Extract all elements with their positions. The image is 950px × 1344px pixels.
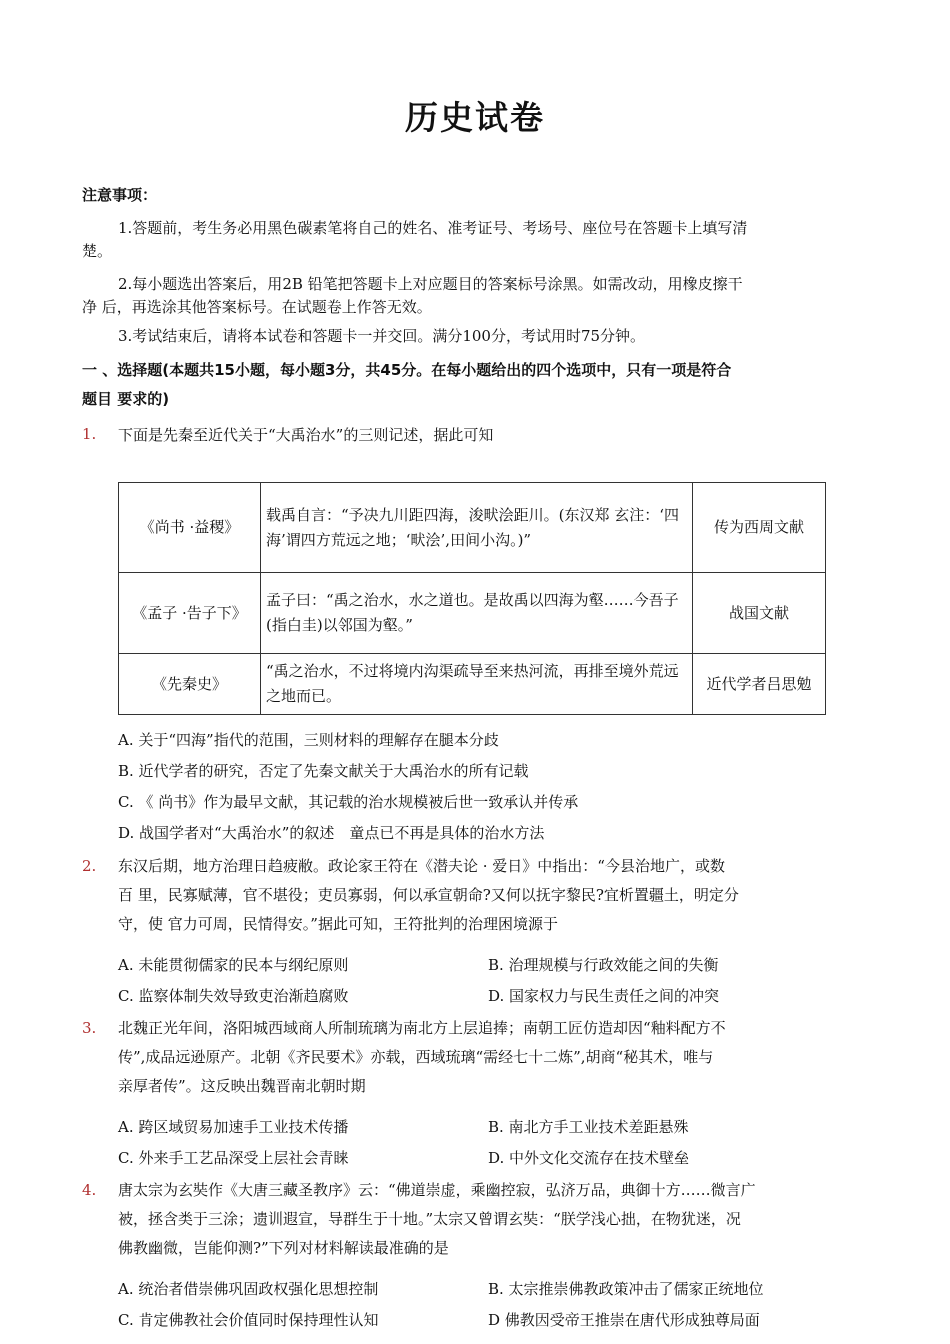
question-number: 3. [82, 1019, 97, 1037]
table-row [119, 654, 826, 715]
option-a: A. 未能贯彻儒家的民本与纲纪原则 [118, 956, 349, 974]
table-cell-text: 载禹自言：“予决九川距四海，浚畎浍距川。(东汉郑 玄注：‘四海’谓四方荒远之地；‘畎浍’,田间小沟。)” [261, 483, 693, 573]
table-cell-text: 孟子曰：“禹之治水，水之道也。是故禹以四海为壑……今吾子(指白圭)以邻国为壑。” [261, 573, 693, 654]
section-heading [82, 356, 862, 414]
option-c: C. 《 尚书》作为最早文献，其记载的治水规模被后世一致承认并传承 [118, 793, 579, 811]
option-b: B. 南北方手工业技术差距悬殊 [488, 1118, 689, 1136]
table-row [119, 483, 826, 573]
question-text [118, 1176, 756, 1263]
option-b: B. 太宗推崇佛教政策冲击了儒家正统地位 [488, 1280, 764, 1298]
option-a: A. 统治者借崇佛巩固政权强化思想控制 [118, 1280, 379, 1298]
option-b: B. 治理规模与行政效能之间的失衡 [488, 956, 719, 974]
option-d: D 佛教因受帝王推崇在唐代形成独尊局面 [488, 1311, 760, 1329]
notice-item-1: 1.答题前，考生务必用黑色碳素笔将自己的姓名、准考证号、考场号、座位号在答题卡上填写清 [118, 219, 748, 237]
question-text-line: 守，使 官力可周，民情得安。”据此可知，王符批判的治理困境源于 [118, 915, 558, 933]
option-d: D. 战国学者对“大禹治水”的叙述 童点已不再是具体的治水方法 [118, 824, 545, 842]
option-a: A. 跨区域贸易加速手工业技术传播 [118, 1118, 349, 1136]
source-table [118, 482, 826, 715]
question-text-line: 北魏正光年间，洛阳城西域商人所制琉璃为南北方上层追捧；南朝工匠仿造却因“釉料配方不 [118, 1019, 726, 1037]
option-d: D. 国家权力与民生责任之间的冲突 [488, 987, 720, 1005]
question-text: 下面是先秦至近代关于“大禹治水”的三则记述，据此可知 [118, 426, 494, 444]
table-cell-note: 战国文献 [693, 573, 826, 654]
table-row [119, 573, 826, 654]
question-text-line: 亲厚者传”。这反映出魏晋南北朝时期 [118, 1077, 366, 1095]
table-cell-note: 传为西周文献 [693, 483, 826, 573]
table-cell-source: 《孟子 ·告子下》 [119, 573, 261, 654]
notice-heading: 注意事项： [82, 186, 158, 204]
option-c: C. 外来手工艺品深受上层社会青睐 [118, 1149, 349, 1167]
question-number: 2. [82, 857, 97, 875]
question-text-line: 被，拯含类于三涂；遗训遐宣，导群生于十地。”太宗又曾谓玄奘：“朕学浅心拙，在物犹迷，况 [118, 1210, 741, 1228]
question-text-line: 佛教幽微，岂能仰测?”下列对材料解读最准确的是 [118, 1239, 449, 1257]
question-text [118, 1014, 726, 1101]
table-cell-source: 《先秦史》 [119, 654, 261, 715]
question-number: 1. [82, 425, 97, 443]
table-cell-note: 近代学者吕思勉 [693, 654, 826, 715]
question-text-line: 唐太宗为玄奘作《大唐三藏圣教序》云：“佛道崇虚，乘幽控寂，弘济万品，典御十方……微言广 [118, 1181, 756, 1199]
option-c: C. 监察体制失效导致吏治渐趋腐败 [118, 987, 349, 1005]
table-cell-source: 《尚书 ·益稷》 [119, 483, 261, 573]
option-b: B. 近代学者的研究，否定了先秦文献关于大禹治水的所有记载 [118, 762, 529, 780]
page-title: 历史试卷 [405, 98, 545, 137]
notice-item-2-cont: 净 后，再选涂其他答案标号。在试题卷上作答无效。 [82, 298, 432, 316]
table-cell-text: “禹之治水，不过将境内沟渠疏导至来热河流，再排至境外荒远之地而已。 [261, 654, 693, 715]
section-heading-line-1: 一 、选择题(本题共15小题，每小题3分，共45分。在每小题给出的四个选项中，只有一项是符合 [82, 361, 732, 379]
option-a: A. 关于“四海”指代的范围，三则材料的理解存在腿本分歧 [118, 731, 499, 749]
section-heading-line-2: 题目 要求的) [82, 390, 170, 408]
question-text-line: 东汉后期，地方治理日趋疲敝。政论家王符在《潜夫论 · 爱日》中指出：“今县治地广，或数 [118, 857, 725, 875]
option-d: D. 中外文化交流存在技术壁垒 [488, 1149, 690, 1167]
option-c: C. 肯定佛教社会价值同时保持理性认知 [118, 1311, 379, 1329]
question-text-line: 传”,成品远逊原产。北朝《齐民要术》亦载，西域琉璃“需经七十二炼”,胡商“秘其术，唯与 [118, 1048, 714, 1066]
notice-item-1-cont: 楚。 [82, 242, 113, 260]
question-number: 4. [82, 1181, 97, 1199]
question-text [118, 852, 739, 939]
question-text-line: 百 里，民寡赋薄，官不堪役；吏员寡弱，何以承宣朝命?又何以抚字黎民?宜析置疆土，明定分 [118, 886, 739, 904]
notice-item-3: 3.考试结束后，请将本试卷和答题卡一并交回。满分100分，考试用时75分钟。 [118, 327, 646, 345]
notice-item-2: 2.每小题选出答案后，用2B 铅笔把答题卡上对应题目的答案标号涂黑。如需改动，用橡皮擦干 [118, 275, 743, 293]
